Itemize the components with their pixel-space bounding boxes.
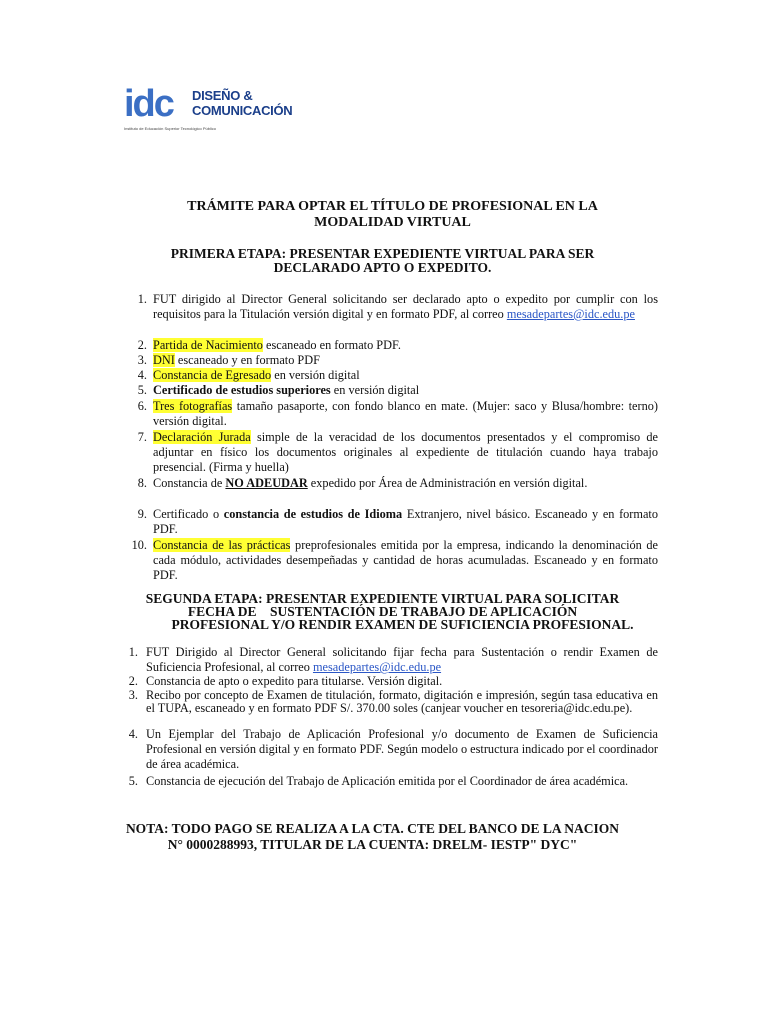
highlighted-text: Partida de Nacimiento: [153, 338, 263, 352]
stage2-heading-line3: PROFESIONAL Y/O RENDIR EXAMEN DE SUFICIENCIA PROFESIONAL.: [171, 617, 634, 632]
item-number: 5.: [137, 383, 147, 397]
note-line2: N° 0000288993, TITULAR DE LA CUENTA: DRELM- IESTP" DYC": [167, 837, 578, 852]
logo-mark: idc: [124, 83, 173, 125]
item-number: 2.: [137, 338, 147, 352]
item-number: 8.: [137, 476, 147, 490]
document-title: [120, 199, 665, 231]
highlighted-text: Constancia de las prácticas: [153, 538, 291, 552]
item-text: en versión digital: [330, 383, 420, 397]
item-text: simple de la veracidad de los documentos presentados y el compromiso de adjuntar en físico los documentos originales al expediente de titulación cuando haya trabajo presencial. (Firma y huella): [153, 430, 658, 474]
stage1-heading-line1: PRIMERA ETAPA: PRESENTAR EXPEDIENTE VIRTUAL PARA SER: [170, 246, 595, 261]
stage1-heading-line2: DECLARADO APTO O EXPEDITO.: [273, 260, 492, 275]
list-item: [128, 688, 658, 715]
item-text: Constancia de: [153, 476, 226, 490]
list-item: [128, 674, 658, 688]
email-link[interactable]: mesadepartes@idc.edu.pe: [506, 307, 635, 321]
bold-text: constancia de estudios de Idioma: [223, 507, 403, 521]
item-text: Extranjero, nivel básico. Escaneado y en formato PDF.: [153, 507, 658, 536]
highlighted-text: Tres fotografías: [153, 399, 233, 413]
bold-text: NO ADEUDAR: [225, 476, 308, 490]
logo-tagline: Instituto de Educación Superior Tecnológico Público: [124, 126, 216, 131]
list-item: [128, 727, 658, 772]
item-text: Constancia de apto o expedito para titularse. Versión digital.: [146, 674, 443, 688]
item-number: 6.: [137, 399, 147, 413]
title-line2: MODALIDAD VIRTUAL: [314, 215, 471, 230]
stage1-heading: [110, 247, 655, 275]
list-item: [137, 476, 658, 491]
highlighted-text: Constancia de Egresado: [153, 368, 272, 382]
item-text: Constancia de ejecución del Trabajo de Aplicación emitida por el Coordinador de área académica.: [146, 774, 629, 788]
list-item: [137, 383, 658, 398]
item-text: Recibo por concepto de Examen de titulación, formato, digitación e impresión, según tasa educativa en el TUPA, escaneado y en formato PDF S/. 370.00 soles (canjear voucher en tesoreria@idc.edu.pe).: [146, 688, 658, 715]
logo-line2: COMUNICACIÓN: [192, 103, 293, 118]
list-item: [128, 774, 658, 789]
stage2-heading-line1: SEGUNDA ETAPA: PRESENTAR EXPEDIENTE VIRTUAL PARA SOLICITAR: [145, 591, 620, 606]
item-text: Certificado o: [153, 507, 224, 521]
list-item: [137, 399, 659, 429]
item-text: escaneado y en formato PDF: [174, 353, 320, 367]
item-number: 9.: [137, 507, 147, 521]
title-line1: TRÁMITE PARA OPTAR EL TÍTULO DE PROFESIONAL EN LA: [187, 199, 598, 214]
payment-note: [100, 821, 645, 853]
item-number: 3.: [137, 353, 147, 367]
item-number: 10.: [131, 538, 147, 552]
highlighted-text: DNI: [153, 353, 175, 367]
bold-text: Certificado de estudios superiores: [153, 383, 331, 397]
item-number: 3.: [128, 688, 138, 702]
list-item: [137, 338, 658, 353]
item-number: 2.: [128, 674, 138, 688]
item-text: FUT Dirigido al Director General solicitando fijar fecha para Sustentación o rendir Examen de Suficiencia Profesional, al correo: [146, 645, 658, 674]
item-text: Un Ejemplar del Trabajo de Aplicación Profesional y/o documento de Examen de Suficiencia Profesional en versión digital y en formato PDF. Según modelo o estructura indicado por el coordinador de área académica.: [146, 727, 658, 771]
item-text: expedido por Área de Administración en versión digital.: [307, 476, 588, 490]
stage2-heading: [110, 592, 655, 631]
item-number: 1.: [137, 292, 147, 306]
item-number: 4.: [137, 368, 147, 382]
list-item: [131, 538, 658, 583]
list-item: [137, 368, 658, 383]
note-line1: NOTA: TODO PAGO SE REALIZA A LA CTA. CTE DEL BANCO DE LA NACION: [125, 821, 620, 836]
list-item: [128, 645, 658, 675]
item-text: en versión digital: [271, 368, 360, 382]
highlighted-text: Declaración Jurada: [153, 430, 251, 444]
logo-brand: [192, 88, 292, 118]
list-item: [137, 292, 658, 322]
list-item: [137, 507, 658, 537]
stage2-heading-line2: FECHA DE SUSTENTACIÓN DE TRABAJO DE APLICACIÓN: [187, 604, 578, 619]
item-text: escaneado en formato PDF.: [262, 338, 401, 352]
item-text: FUT dirigido al Director General solicitando ser declarado apto o expedito por cumplir con los requisitos para la Titulación versión digital y en formato PDF, al correo: [153, 292, 658, 321]
logo-line1: DISEÑO &: [192, 88, 253, 103]
list-item: [137, 430, 658, 475]
item-number: 7.: [137, 430, 147, 444]
item-number: 1.: [128, 645, 138, 659]
institution-logo: [124, 83, 293, 136]
list-item: [137, 353, 658, 368]
item-number: 5.: [128, 774, 138, 788]
item-text: preprofesionales emitida por la empresa, indicando la denominación de cada módulo, actividades desempeñadas y cantidad de horas acumuladas. Escaneado y en formato PDF.: [153, 538, 658, 582]
item-number: 4.: [128, 727, 138, 741]
email-link[interactable]: mesadepartes@idc.edu.pe: [312, 660, 442, 674]
item-text: tamaño pasaporte, con fondo blanco en mate. (Mujer: saco y Blusa/hombre: terno) versión digital.: [153, 399, 659, 428]
